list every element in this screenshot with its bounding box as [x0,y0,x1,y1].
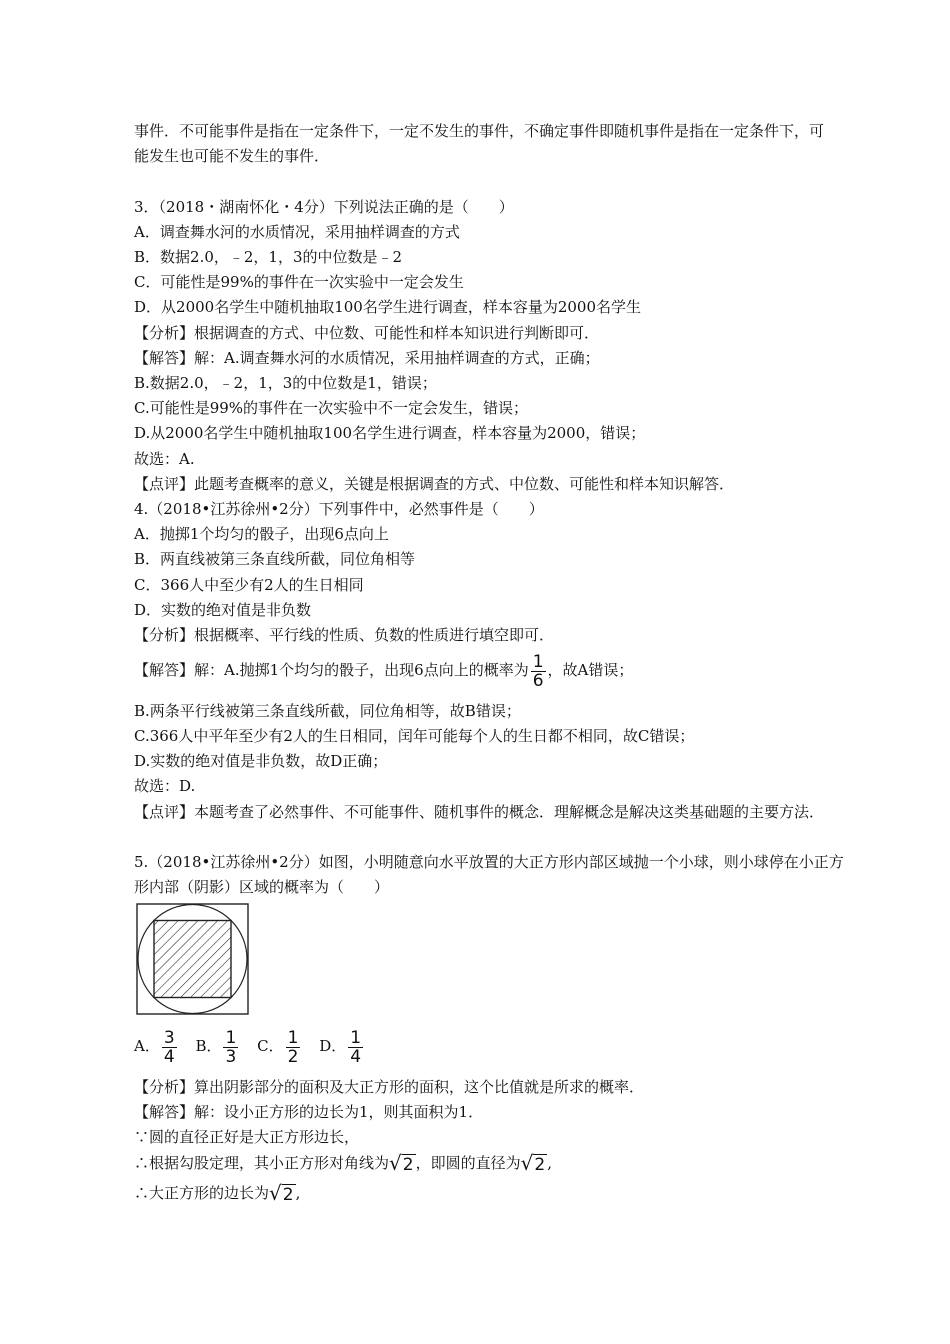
option-letter: B． [195,1037,222,1055]
option-c [257,1024,302,1068]
option-c: C．可能性是99%的事件在一次实验中一定会发生 [134,273,464,291]
fraction [162,1029,177,1066]
option-d: D．实数的绝对值是非负数 [134,601,312,619]
option-a: A．调查舞水河的水质情况，采用抽样调查的方式 [134,223,460,241]
sqrt-expression [521,1149,548,1179]
option-b: B．两直线被第三条直线所截，同位角相等 [134,550,416,568]
option-a: A．抛掷1个均匀的骰子，出现6点向上 [134,525,389,543]
solution-line: C.366人中平年至少有2人的生日相同，闰年可能每个人的生日都不相同，故C错误； [134,727,695,745]
question-4-stem: 4.（2018•江苏徐州•2分）下列事件中，必然事件是（ ） [134,500,544,518]
fraction-denominator: 3 [225,1046,237,1067]
fraction-denominator: 6 [532,670,544,691]
question-5-stem: 5.（2018•江苏徐州•2分）如图，小明随意向水平放置的大正方形内部区域抛一个小球，则小球停在小正方 [134,853,844,871]
fraction-denominator: 4 [350,1046,362,1067]
fraction [531,653,546,690]
analysis: 【分析】算出阴影部分的面积及大正方形的面积，这个比值就是所求的概率． [134,1078,645,1096]
solution-with-fraction [134,650,633,690]
solution-line: C.可能性是99%的事件在一次实验中不一定会发生，错误； [134,399,529,417]
fraction-denominator: 2 [287,1046,299,1067]
option-d: D．从2000名学生中随机抽取100名学生进行调查，样本容量为2000名学生 [134,298,642,316]
fraction [286,1029,301,1066]
solution: 【解答】解：设小正方形的边长为1，则其面积为1． [134,1103,484,1121]
fraction-denominator: 4 [163,1046,175,1067]
option-letter: D． [319,1037,347,1055]
question-5-stem: 形内部（阴影）区域的概率为（ ） [134,878,390,896]
fraction-numerator: 3 [163,1027,175,1048]
radicand: 2 [282,1185,294,1205]
solution-text: ∴大正方形的边长为 [134,1184,270,1202]
option-letter: A． [134,1037,160,1055]
sqrt-expression [269,1179,296,1209]
solution-line: D.实数的绝对值是非负数，故D正确； [134,752,388,770]
fraction [348,1029,363,1066]
solution-text: , [295,1184,301,1202]
option-b: B．数据2.0，﹣2，1，3的中位数是﹣2 [134,248,403,266]
text-line: 事件．不可能事件是指在一定条件下，一定不发生的事件，不确定事件即随机事件是指在一定条件下，可 [134,122,825,140]
option-d [319,1024,365,1068]
sqrt-expression [389,1149,416,1179]
analysis: 【分析】根据调查的方式、中位数、可能性和样本知识进行判断即可． [134,324,600,342]
text-line: 能发生也可能不发生的事件． [134,147,330,165]
solution-line-sqrt [134,1149,552,1179]
option-b [195,1024,240,1068]
radical-sign: √ [269,1181,282,1205]
solution-text: ，故A错误； [547,661,634,679]
question-3-stem: 3．（2018・湖南怀化・4分）下列说法正确的是（ ） [134,198,514,216]
analysis: 【分析】根据概率、平行线的性质、负数的性质进行填空即可． [134,626,555,644]
solution-text: ∴根据勾股定理，其小正方形对角线为 [134,1154,390,1172]
solution: 【解答】解：A.调查舞水河的水质情况，采用抽样调查的方式，正确； [134,349,600,367]
radicand: 2 [534,1155,546,1175]
solution-line-sqrt [134,1179,300,1209]
comment: 【点评】本题考查了必然事件、不可能事件、随机事件的概念．理解概念是解决这类基础题的主要方法． [134,803,825,821]
option-c: C．366人中至少有2人的生日相同 [134,576,364,594]
fraction-numerator: 1 [225,1027,237,1048]
option-letter: C． [257,1037,284,1055]
solution-text: , [547,1154,552,1172]
comment: 【点评】此题考查概率的意义，关键是根据调查的方式、中位数、可能性和样本知识解答． [134,475,735,493]
fraction [223,1029,238,1066]
answer-choice: 故选：D. [134,777,196,795]
fraction-numerator: 1 [532,651,544,672]
answer-choice: 故选：A. [134,450,195,468]
radical-sign: √ [520,1151,534,1175]
question-5-options [134,1024,377,1068]
small-square-shaded [154,921,231,998]
solution-line: B.两条平行线被第三条直线所截，同位角相等，故B错误； [134,702,521,720]
solution-line: B.数据2.0，﹣2，1，3的中位数是1，错误； [134,374,437,392]
fraction-numerator: 1 [350,1027,362,1048]
radical-sign: √ [389,1151,402,1175]
solution-line: D.从2000名学生中随机抽取100名学生进行调查，样本容量为2000，错误； [134,424,646,442]
fraction-numerator: 1 [287,1027,299,1048]
radicand: 2 [402,1155,414,1175]
solution-line: ∵圆的直径正好是大正方形边长， [134,1128,360,1146]
option-a [134,1024,179,1068]
square-circle-figure [136,903,250,1015]
solution-text: ，即圆的直径为 [415,1154,521,1172]
solution-text: 【解答】解：A.抛掷1个均匀的骰子，出现6点向上的概率为 [134,661,529,679]
